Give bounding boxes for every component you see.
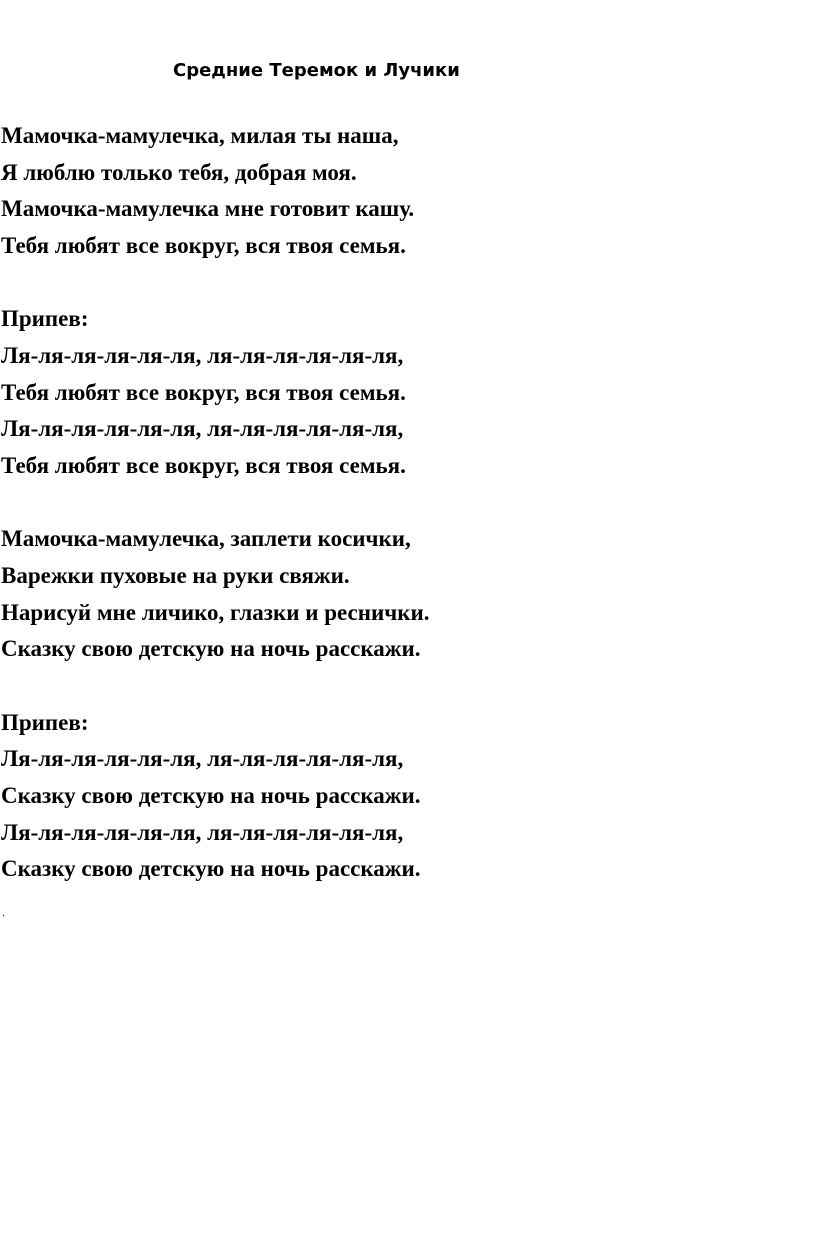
lyric-line: Сказку свою детскую на ночь расскажи. bbox=[1, 856, 421, 882]
lyric-line: Тебя любят все вокруг, вся твоя семья. bbox=[1, 379, 406, 405]
stanza-chorus-2 bbox=[1, 705, 811, 888]
stanza-chorus-1 bbox=[1, 301, 811, 484]
lyric-line: Ля-ля-ля-ля-ля-ля, ля-ля-ля-ля-ля-ля, bbox=[1, 416, 404, 442]
lyric-line: Ля-ля-ля-ля-ля-ля, ля-ля-ля-ля-ля-ля, bbox=[1, 746, 404, 772]
lyric-line: Ля-ля-ля-ля-ля-ля, ля-ля-ля-ля-ля-ля, bbox=[1, 819, 404, 845]
lyric-line: Мамочка-мамулечка мне готовит кашу. bbox=[1, 196, 415, 222]
lyric-line: Нарисуй мне личико, глазки и реснички. bbox=[1, 599, 430, 625]
end-mark: . bbox=[2, 905, 5, 919]
lyric-line: Я люблю только тебя, добрая моя. bbox=[1, 159, 357, 185]
stanza-verse-2 bbox=[1, 521, 811, 667]
lyric-line: Сказку свою детскую на ночь расскажи. bbox=[1, 636, 421, 662]
chorus-heading: Припев: bbox=[1, 306, 89, 332]
lyric-line: Тебя любят все вокруг, вся твоя семья. bbox=[1, 232, 406, 258]
document-title: Средние Теремок и Лучики bbox=[173, 60, 460, 81]
lyric-line: Мамочка-мамулечка, милая ты наша, bbox=[1, 123, 399, 148]
lyric-line: Сказку свою детскую на ночь расскажи. bbox=[1, 782, 421, 808]
chorus-heading: Припев: bbox=[1, 709, 89, 735]
lyric-line: Ля-ля-ля-ля-ля-ля, ля-ля-ля-ля-ля-ля, bbox=[1, 342, 404, 368]
lyric-line: Мамочка-мамулечка, заплети косички, bbox=[1, 526, 411, 552]
stanza-verse-1 bbox=[1, 118, 811, 264]
lyric-line: Варежки пуховые на руки свяжи. bbox=[1, 562, 350, 588]
lyric-line: Тебя любят все вокруг, вся твоя семья. bbox=[1, 452, 406, 478]
lyrics-body bbox=[1, 118, 811, 925]
